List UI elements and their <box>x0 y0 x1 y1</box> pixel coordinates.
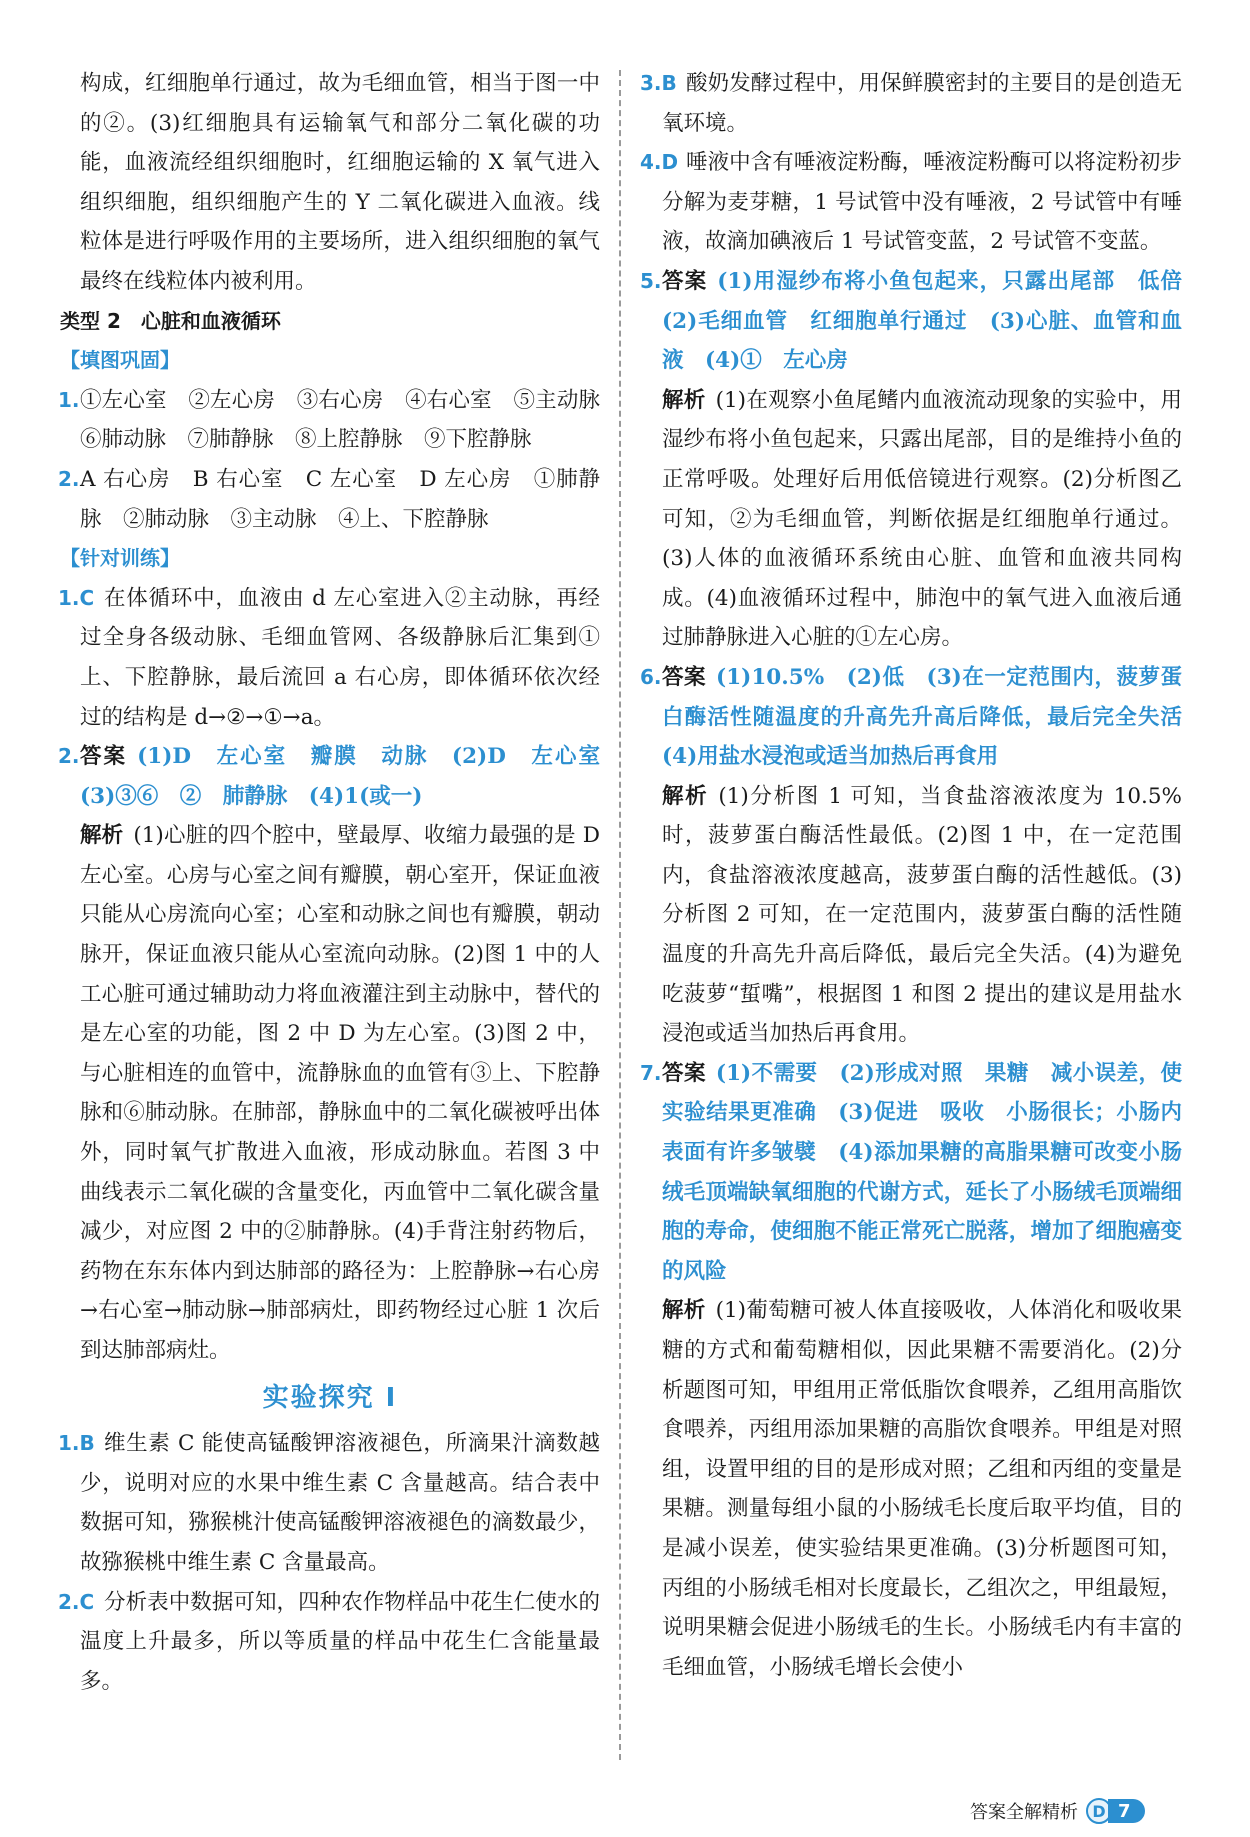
fill-item-1 <box>58 381 622 460</box>
experiment-item-1 <box>60 1424 600 1582</box>
experiment-item-7 <box>642 1054 1182 1292</box>
section-title: 实验探究 Ⅰ <box>262 1382 398 1413</box>
item-number: 4.D <box>640 150 679 175</box>
training-item-1 <box>60 579 600 737</box>
explanation-label: 解析 <box>80 823 124 849</box>
item-text: 维生素 C 能使高锰酸钾溶液褪色，所滴果汁滴数越少，说明对应的水果中维生素 C 含量越高。结合表中数据可知，猕猴桃汁使高锰酸钾溶液褪色的滴数最少，故猕猴桃中维生素 C 含量最高。 <box>80 1431 600 1575</box>
explanation-label: 解析 <box>662 1298 706 1324</box>
training-label: 【针对训练】 <box>60 546 180 571</box>
answer-label: 答案 <box>662 268 708 294</box>
experiment-item-4 <box>642 143 1182 262</box>
item-text: A 右心房 B 右心室 C 左心室 D 左心房 ①肺静脉 ②肺动脉 ③主动脉 ④上、下腔静脉 <box>80 466 600 532</box>
item-text: 分析表中数据可知，四种农作物样品中花生仁使水的温度上升最多，所以等质量的样品中花生仁含能量最多。 <box>80 1589 600 1694</box>
explanation-6 <box>642 777 1182 1054</box>
experiment-item-2 <box>60 1583 600 1702</box>
page-badge <box>1086 1798 1145 1824</box>
item-number: 5. <box>640 268 662 293</box>
item-number: 6. <box>640 664 662 689</box>
explanation-text: (1)在观察小鱼尾鳍内血液流动现象的实验中，用湿纱布将小鱼包起来，只露出尾部，目的是维持小鱼的正常呼吸。处理好后用低倍镜进行观察。(2)分析图乙可知，②为毛细血管，判断依据是红细胞单行通过。(3)人体的血液循环系统由心脏、血管和血液共同构成。(4)血液循环过程中，肺泡中的氧气进入血液后通过肺静脉进入心脏的①左心房。 <box>662 387 1182 651</box>
column-divider <box>619 70 621 1760</box>
explanation-text: (1)心脏的四个腔中，壁最厚、收缩力最强的是 D 左心室。心房与心室之间有瓣膜，朝心室开，保证血液只能从心房流向心室；心室和动脉之间也有瓣膜，朝动脉开，保证血液只能从心室流向动脉。(2)图 1 中的人工心脏可通过辅助动力将血液灌注到主动脉中，替代的是左心室的功能，图 2 中 D 为左心室。(3)图 2 中，与心脏相连的血管中，流静脉血的血管有③上、下腔静脉和⑥肺动脉。在肺部，静脉血中的二氧化碳被呼出体外，同时氧气扩散进入血液，形成动脉血。若图 3 中曲线表示二氧化碳的含量变化，丙血管中二氧化碳含量减少，对应图 2 中的②肺静脉。(4)手背注射药物后，药物在东东体内到达肺部的路径为：上腔静脉→右心房→右心室→肺动脉→肺部病灶，即药物经过心脏 1 次后到达肺部病灶。 <box>80 823 600 1363</box>
item-number: 1.B <box>58 1431 95 1456</box>
continued-explanation: 构成，红细胞单行通过，故为毛细血管，相当于图一中的②。(3)红细胞具有运输氧气和部分二氧化碳的功能，血液流经组织细胞时，红细胞运输的 X 氧气进入组织细胞，组织细胞产生的 Y 二氧化碳进入血液。线粒体是进行呼吸作用的主要场所，进入组织细胞的氧气最终在线粒体内被利用。 <box>80 71 600 294</box>
item-number: 2. <box>58 744 80 769</box>
answer-label: 答案 <box>80 744 128 770</box>
right-column <box>640 64 1204 1687</box>
left-column <box>58 64 622 1701</box>
page-footer <box>970 1796 1145 1826</box>
item-text: 唾液中含有唾液淀粉酶，唾液淀粉酶可以将淀粉初步分解为麦芽糖，1 号试管中没有唾液，2 号试管中有唾液，故滴加碘液后 1 号试管变蓝，2 号试管不变蓝。 <box>662 150 1182 255</box>
item-number: 2. <box>58 466 80 491</box>
footer-title: 答案全解精析 <box>970 1802 1078 1823</box>
fill-item-2 <box>60 460 600 539</box>
item-text: 在体循环中，血液由 d 左心室进入②主动脉，再经过全身各级动脉、毛细血管网、各级静脉后汇集到①上、下腔静脉，最后流回 a 右心房，即体循环依次经过的结构是 d→②→①→a。 <box>80 585 600 730</box>
answer-label: 答案 <box>662 664 707 690</box>
item-number: 1. <box>58 387 80 412</box>
badge-letter-icon: D <box>1086 1798 1112 1824</box>
explanation-5 <box>642 381 1182 658</box>
page-number: 7 <box>1108 1799 1145 1823</box>
item-text: 酸奶发酵过程中，用保鲜膜密封的主要目的是创造无氧环境。 <box>662 71 1182 136</box>
explanation-2 <box>60 816 600 1370</box>
training-item-2 <box>58 737 622 816</box>
item-number: 2.C <box>58 1589 95 1614</box>
explanation-text: (1)分析图 1 可知，当食盐溶液浓度为 10.5% 时，菠萝蛋白酶活性最低。(2)图 1 中，在一定范围内，食盐溶液浓度越高，菠萝蛋白酶的活性越低。(3)分析图 2 可知，在一定范围内，菠萝蛋白酶的活性随温度的升高先升高后降低，最后完全失活。(4)为避免吃菠萝“蜇嘴”，根据图 1 和图 2 提出的建议是用盐水浸泡或适当加热后再食用。 <box>662 783 1182 1047</box>
experiment-item-5 <box>640 262 1204 381</box>
type-heading: 类型 2 心脏和血液循环 <box>60 308 281 333</box>
explanation-label: 解析 <box>662 783 709 809</box>
answer-text: (1)不需要 (2)形成对照 果糖 减小误差，使实验结果更准确 (3)促进 吸收 小肠很长；小肠内表面有许多皱襞 (4)添加果糖的高脂果糖可改变小肠绒毛顶端缺氧细胞的代谢方式，延长了小肠绒毛顶端细胞的寿命，使细胞不能正常死亡脱落，增加了细胞癌变的风险 <box>662 1060 1182 1284</box>
answer-text: (1)D 左心室 瓣膜 动脉 (2)D 左心室 (3)③⑥ ② 肺静脉 (4)1(或一) <box>80 744 622 809</box>
item-number: 7. <box>640 1060 662 1085</box>
item-number: 1.C <box>58 585 95 610</box>
explanation-label: 解析 <box>662 387 706 413</box>
item-number: 3.B <box>640 71 677 95</box>
experiment-item-3 <box>642 64 1182 143</box>
explanation-text: (1)葡萄糖可被人体直接吸收，人体消化和吸收果糖的方式和葡萄糖相似，因此果糖不需要消化。(2)分析题图可知，甲组用正常低脂饮食喂养，乙组用高脂饮食喂养，丙组用添加果糖的高脂饮食喂养。甲组是对照组，设置甲组的目的是形成对照；乙组和丙组的变量是果糖。测量每组小鼠的小肠绒毛长度后取平均值，目的是减小误差，使实验结果更准确。(3)分析题图可知，丙组的小肠绒毛相对长度最长，乙组次之，甲组最短，说明果糖会促进小肠绒毛的生长。小肠绒毛内有丰富的毛细血管，小肠绒毛增长会使小 <box>662 1298 1182 1680</box>
fill-diagram-label: 【填图巩固】 <box>60 348 180 373</box>
answer-label: 答案 <box>662 1060 706 1086</box>
answer-text: (1)用湿纱布将小鱼包起来，只露出尾部 低倍 (2)毛细血管 红细胞单行通过 (3)心脏、血管和血液 (4)① 左心房 <box>662 268 1204 374</box>
explanation-7 <box>642 1291 1182 1687</box>
item-text: ①左心室 ②左心房 ③右心房 ④右心室 ⑤主动脉 ⑥肺动脉 ⑦肺静脉 ⑧上腔静脉 ⑨下腔静脉 <box>80 387 622 453</box>
experiment-item-6 <box>640 658 1204 777</box>
answer-text: (1)10.5% (2)低 (3)在一定范围内，菠萝蛋白酶活性随温度的升高先升高后降低，最后完全失活 (4)用盐水浸泡或适当加热后再食用 <box>662 664 1204 770</box>
